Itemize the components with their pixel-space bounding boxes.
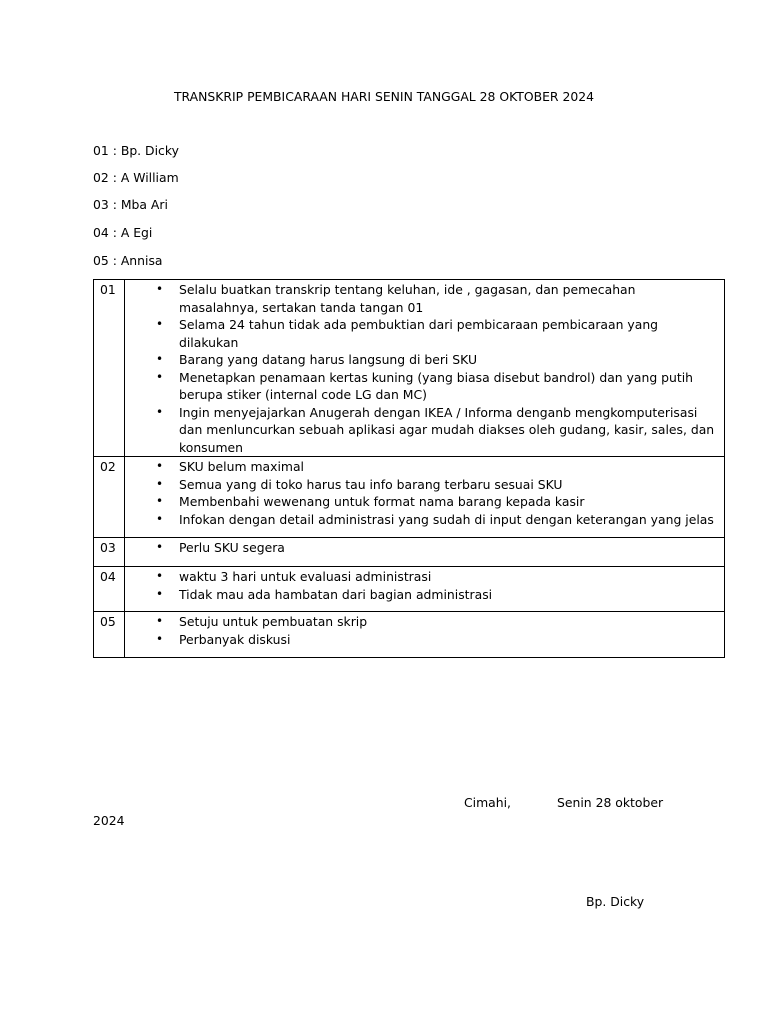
list-item	[125, 511, 716, 529]
bullet-icon: •	[156, 511, 164, 526]
bullet-icon: •	[156, 459, 164, 473]
bullet-icon: •	[156, 614, 164, 628]
point-text: Menetapkan penamaan kertas kuning (yang biasa disebut bandrol) dan yang putih berupa stiker (internal code LG dan MC)	[179, 369, 694, 402]
point-text: Membenbahi wewenang untuk format nama barang kepada kasir	[179, 494, 585, 509]
list-item	[125, 586, 716, 604]
point-text: SKU belum maximal	[179, 459, 305, 474]
list-item	[125, 539, 716, 557]
list-item	[125, 351, 716, 369]
list-item	[125, 281, 716, 316]
bullet-icon: •	[156, 404, 164, 419]
list-item	[125, 316, 716, 351]
row-number: 04	[94, 567, 125, 612]
participant-03: 03 : Mba Ari	[93, 197, 168, 212]
table-row	[94, 457, 725, 538]
row-number: 02	[94, 457, 125, 538]
point-text: waktu 3 hari untuk evaluasi administrasi	[179, 569, 432, 584]
bullet-icon: •	[156, 494, 164, 508]
transcript-table	[93, 279, 725, 658]
document-title: TRANSKRIP PEMBICARAAN HARI SENIN TANGGAL 28 OKTOBER 2024	[173, 89, 594, 104]
row-content	[125, 612, 725, 658]
list-item	[125, 568, 716, 586]
participant-04: 04 : A Egi	[93, 225, 153, 240]
table-row	[94, 280, 725, 457]
list-item	[125, 476, 716, 494]
signature-place: Cimahi,	[464, 795, 511, 810]
row-number: 03	[94, 538, 125, 567]
table-row	[94, 567, 725, 612]
point-text: Perlu SKU segera	[179, 540, 285, 555]
bullet-icon: •	[156, 352, 164, 366]
table-row	[94, 612, 725, 658]
row-number: 01	[94, 280, 125, 457]
bullet-icon: •	[156, 282, 164, 296]
row-content	[125, 457, 725, 538]
row-content	[125, 567, 725, 612]
list-item	[125, 369, 716, 404]
list-item	[125, 404, 716, 457]
bullet-icon: •	[156, 317, 164, 331]
point-text: Selama 24 tahun tidak ada pembuktian dari pembicaraan pembicaraan yang dilakukan	[179, 317, 659, 350]
bullet-icon: •	[156, 476, 164, 491]
list-item	[125, 493, 716, 511]
participant-02: 02 : A William	[93, 170, 179, 185]
signature-year: 2024	[93, 813, 125, 828]
signature-date: Senin 28 oktober	[557, 795, 664, 810]
bullet-icon: •	[156, 540, 164, 554]
point-text: Perbanyak diskusi	[179, 631, 291, 647]
point-text: Selalu buatkan transkrip tentang keluhan, ide , gagasan, dan pemecahan masalahnya, sertakan tanda tangan 01	[179, 282, 636, 315]
row-number: 05	[94, 612, 125, 658]
list-item	[125, 613, 716, 631]
list-item	[125, 458, 716, 476]
point-text: Tidak mau ada hambatan dari bagian administrasi	[179, 586, 493, 602]
point-text: Semua yang di toko harus tau info barang terbaru sesuai SKU	[179, 476, 563, 492]
row-content	[125, 538, 725, 567]
bullet-icon: •	[156, 631, 164, 646]
table-row	[94, 538, 725, 567]
row-content	[125, 280, 725, 457]
point-text: Setuju untuk pembuatan skrip	[179, 614, 368, 629]
list-item	[125, 631, 716, 649]
signature-name: Bp. Dicky	[586, 894, 645, 909]
bullet-icon: •	[156, 569, 164, 583]
point-text: Barang yang datang harus langsung di beri SKU	[179, 352, 478, 367]
bullet-icon: •	[156, 586, 164, 601]
bullet-icon: •	[156, 369, 164, 384]
point-text: Infokan dengan detail administrasi yang sudah di input dengan keterangan yang jelas	[179, 511, 714, 527]
participant-05: 05 : Annisa	[93, 253, 163, 268]
point-text: Ingin menyejajarkan Anugerah dengan IKEA / Informa denganb mengkomputerisasi dan menluncurkan sebuah aplikasi agar mudah diakses oleh gudang, kasir, sales, dan konsumen	[179, 404, 715, 455]
participant-01: 01 : Bp. Dicky	[93, 143, 179, 158]
